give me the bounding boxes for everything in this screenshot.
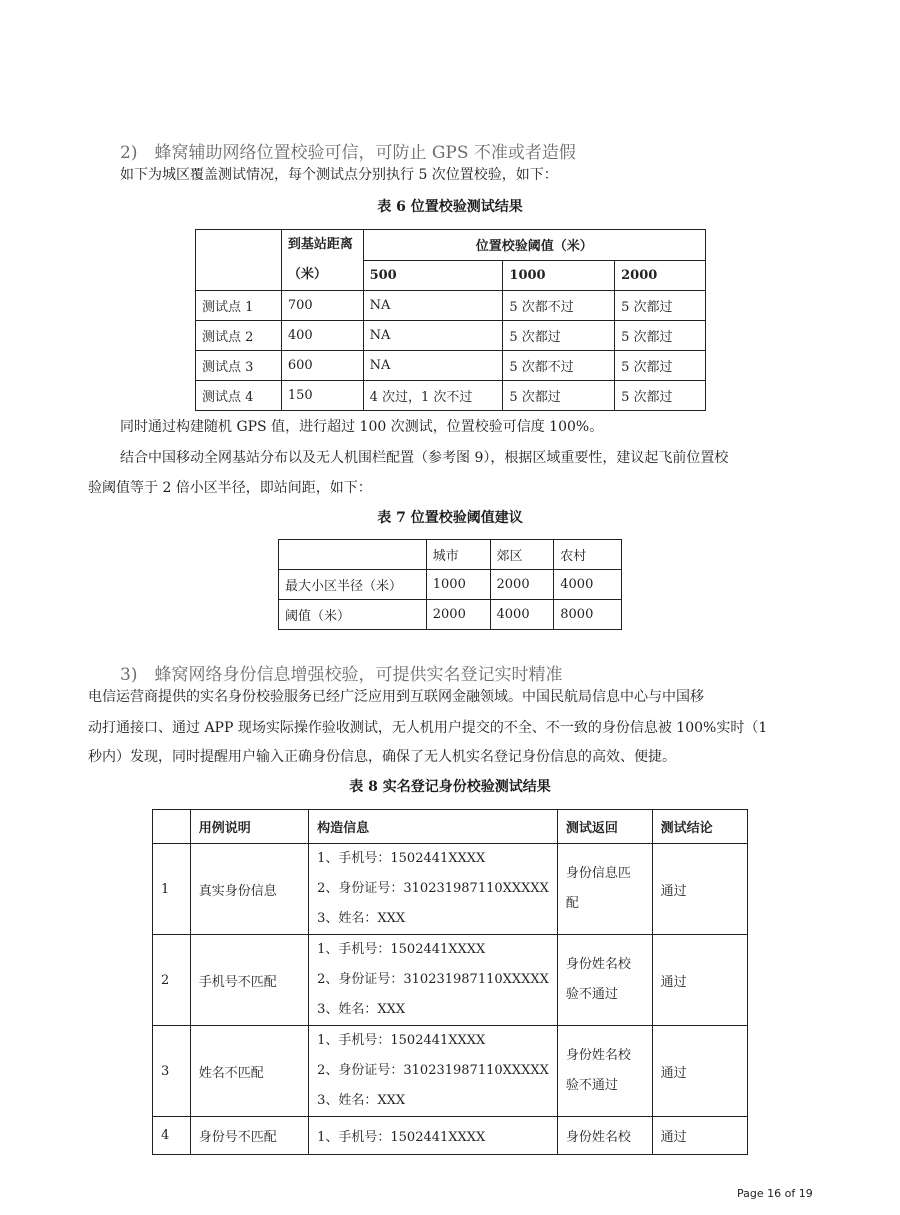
table-7-label: 最大小区半径（米） — [279, 570, 427, 600]
info-phone: 1、手机号：1502441XXXX — [317, 1033, 486, 1048]
table-row — [153, 1117, 748, 1155]
table-6-distance: 150 — [281, 381, 363, 411]
table-8-return — [557, 844, 652, 935]
table-8-result: 通过 — [652, 1117, 747, 1155]
info-phone: 1、手机号：1502441XXXX — [317, 851, 486, 866]
section-3-line-3: 秒内）发现，同时提醒用户输入正确身份信息，确保了无人机实名登记身份信息的高效、便捷。 — [88, 749, 676, 765]
table-8-info — [309, 935, 558, 1026]
return-line: 验不通过 — [565, 987, 618, 1002]
table-7-header-suburb: 郊区 — [490, 540, 554, 570]
table-6-threshold-2000: 2000 — [615, 260, 706, 291]
section-2-heading: 2) 蜂窝辅助网络位置校验可信，可防止 GPS 不准或者造假 — [120, 143, 576, 163]
paragraph-test-result: 同时通过构建随机 GPS 值，进行超过 100 次测试，位置校验可信度 100%。 — [120, 419, 604, 435]
return-line: 配 — [565, 896, 579, 911]
paragraph-config-line-2: 验阈值等于 2 倍小区半径，即站间距，如下： — [88, 480, 372, 496]
table-8-result: 通过 — [652, 1026, 747, 1117]
table-7-value: 2000 — [490, 570, 554, 600]
table-row — [153, 935, 748, 1026]
table-6-corner — [196, 230, 282, 291]
return-line: 身份姓名校 — [565, 957, 631, 972]
table-row — [153, 1026, 748, 1117]
table-8-header-case: 用例说明 — [190, 810, 308, 844]
return-line: 身份信息匹 — [565, 866, 631, 881]
table-7-value: 4000 — [554, 570, 622, 600]
table-6-t2000: 5 次都过 — [615, 381, 706, 411]
table-6-t500: NA — [363, 291, 503, 321]
table-7-value: 8000 — [554, 600, 622, 630]
table-6-threshold-1000: 1000 — [503, 260, 615, 291]
table-8-no: 4 — [153, 1117, 191, 1155]
table-6-point: 测试点 1 — [196, 291, 282, 321]
paragraph-config-line-1: 结合中国移动全网基站分布以及无人机围栏配置（参考图 9），根据区域重要性，建议起飞前位置校 — [120, 450, 729, 466]
table-6-t1000: 5 次都不过 — [503, 291, 615, 321]
table-6-caption: 表 6 位置校验测试结果 — [377, 199, 523, 215]
table-6-t500: NA — [363, 321, 503, 351]
table-6-header-distance: 到基站距离（米） — [281, 230, 363, 291]
table-8-case: 手机号不匹配 — [190, 935, 308, 1026]
section-2-intro: 如下为城区覆盖测试情况，每个测试点分别执行 5 次位置校验，如下： — [120, 167, 558, 183]
table-8-return — [557, 1026, 652, 1117]
table-6-t2000: 5 次都过 — [615, 351, 706, 381]
info-name: 3、姓名：XXX — [317, 1002, 406, 1017]
table-6-point: 测试点 2 — [196, 321, 282, 351]
table-8-result: 通过 — [652, 935, 747, 1026]
table-8-header-no — [153, 810, 191, 844]
table-8-case: 身份号不匹配 — [190, 1117, 308, 1155]
table-6-threshold-500: 500 — [363, 260, 503, 291]
table-8-caption: 表 8 实名登记身份校验测试结果 — [349, 779, 551, 795]
table-7-corner — [279, 540, 427, 570]
table-6-header-threshold: 位置校验阈值（米） — [363, 230, 705, 261]
info-name: 3、姓名：XXX — [317, 911, 406, 926]
info-phone: 1、手机号：1502441XXXX — [317, 942, 486, 957]
page-number: Page 16 of 19 — [737, 1187, 813, 1200]
table-8-header-return: 测试返回 — [557, 810, 652, 844]
table-row — [196, 351, 706, 381]
section-3-line-2: 动打通接口、通过 APP 现场实际操作验收测试，无人机用户提交的不全、不一致的身份信息被 100%实时（1 — [88, 720, 768, 736]
section-3-heading: 3) 蜂窝网络身份信息增强校验，可提供实名登记实时精准 — [120, 665, 563, 685]
table-6-t1000: 5 次都不过 — [503, 351, 615, 381]
info-name: 3、姓名：XXX — [317, 1093, 406, 1108]
table-8-case: 姓名不匹配 — [190, 1026, 308, 1117]
table-7-value: 1000 — [426, 570, 490, 600]
info-id: 2、身份证号：310231987110XXXXX — [317, 881, 549, 896]
section-3-line-1: 电信运营商提供的实名身份校验服务已经广泛应用到互联网金融领域。中国民航局信息中心与中国移 — [88, 689, 704, 705]
info-id: 2、身份证号：310231987110XXXXX — [317, 972, 549, 987]
return-line: 身份姓名校 — [565, 1048, 631, 1063]
table-6-distance: 400 — [281, 321, 363, 351]
info-id: 2、身份证号：310231987110XXXXX — [317, 1063, 549, 1078]
table-6-distance: 700 — [281, 291, 363, 321]
table-6-t1000: 5 次都过 — [503, 381, 615, 411]
table-row — [196, 381, 706, 411]
table-8-no: 3 — [153, 1026, 191, 1117]
table-6-point: 测试点 4 — [196, 381, 282, 411]
table-row — [196, 291, 706, 321]
table-8-header-info: 构造信息 — [309, 810, 558, 844]
table-row — [196, 321, 706, 351]
table-8 — [152, 809, 748, 1155]
table-7-header-rural: 农村 — [554, 540, 622, 570]
table-8-no: 1 — [153, 844, 191, 935]
table-8-info — [309, 1026, 558, 1117]
table-8-return — [557, 935, 652, 1026]
table-6-t500: 4 次过，1 次不过 — [363, 381, 503, 411]
table-7-header-city: 城市 — [426, 540, 490, 570]
table-8-result: 通过 — [652, 844, 747, 935]
table-row — [279, 570, 622, 600]
table-7-caption: 表 7 位置校验阈值建议 — [377, 510, 523, 526]
table-7-value: 4000 — [490, 600, 554, 630]
table-8-case: 真实身份信息 — [190, 844, 308, 935]
table-7 — [278, 539, 622, 630]
table-6-t2000: 5 次都过 — [615, 321, 706, 351]
return-line: 验不通过 — [565, 1078, 618, 1093]
table-8-return: 身份姓名校 — [557, 1117, 652, 1155]
table-8-info: 1、手机号：1502441XXXX — [309, 1117, 558, 1155]
table-8-no: 2 — [153, 935, 191, 1026]
table-6-t1000: 5 次都过 — [503, 321, 615, 351]
table-8-header-result: 测试结论 — [652, 810, 747, 844]
table-8-info — [309, 844, 558, 935]
table-7-value: 2000 — [426, 600, 490, 630]
table-6-point: 测试点 3 — [196, 351, 282, 381]
table-row — [153, 844, 748, 935]
table-7-label: 阈值（米） — [279, 600, 427, 630]
table-row — [279, 600, 622, 630]
table-6 — [195, 229, 706, 411]
table-6-t2000: 5 次都过 — [615, 291, 706, 321]
table-6-t500: NA — [363, 351, 503, 381]
table-6-distance: 600 — [281, 351, 363, 381]
